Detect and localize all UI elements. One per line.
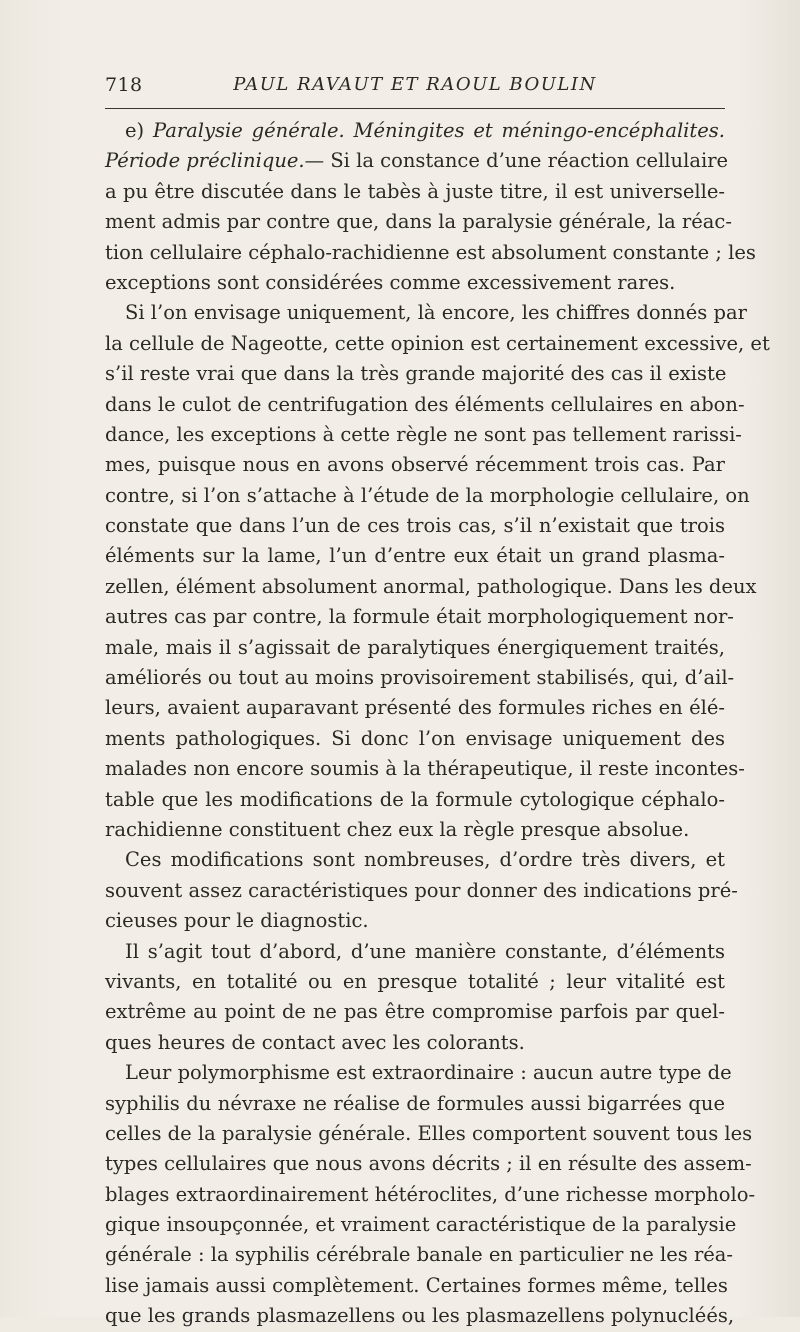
- text-line: que les grands plasmazellens ou les plasmazellens polynucléés,: [105, 1304, 735, 1328]
- text-line: la cellule de Nageotte, cette opinion est certainement excessive, et: [105, 331, 770, 355]
- text-line: contre, si l’on s’attache à l’étude de la morphologie cellulaire, on: [105, 483, 750, 507]
- text-line: ment admis par contre que, dans la paralysie générale, la réac-: [105, 210, 732, 234]
- page-number: 718: [105, 74, 143, 96]
- section-subtitle-line: [105, 146, 729, 176]
- text-line: améliorés ou tout au moins provisoirement stabilisés, qui, d’ail-: [105, 666, 735, 690]
- text-line: extrême au point de ne pas être compromise parfois par quel-: [105, 1000, 725, 1024]
- text-line: éléments sur la lame, l’un d’entre eux était un grand plasma-: [105, 544, 725, 568]
- section-label: e): [125, 119, 145, 142]
- text-line: celles de la paralysie générale. Elles comportent souvent tous les: [105, 1121, 753, 1145]
- text-line: constate que dans l’un de ces trois cas, s’il n’existait que trois: [105, 514, 725, 538]
- text-line: a pu être discutée dans le tabès à juste titre, il est universelle-: [105, 179, 725, 203]
- text-line: générale : la syphilis cérébrale banale en particulier ne les réa-: [105, 1243, 734, 1267]
- text-line: syphilis du névraxe ne réalise de formules aussi bigarrées que: [105, 1091, 725, 1115]
- text-line: malades non encore soumis à la thérapeutique, il reste incontes-: [105, 757, 745, 781]
- text-line: dans le culot de centrifugation des éléments cellulaires en abon-: [105, 392, 745, 416]
- text-line: Si la constance d’une réaction cellulaire: [330, 149, 729, 173]
- text-line: Leur polymorphisme est extraordinaire : aucun autre type de: [125, 1061, 732, 1085]
- text-line: exceptions sont considérées comme excessivement rares.: [105, 270, 676, 294]
- section-heading-line: [105, 116, 725, 146]
- text-line: ques heures de contact avec les colorants.: [105, 1030, 525, 1054]
- text-line: tion cellulaire céphalo-rachidienne est absolument constante ; les: [105, 240, 756, 264]
- body-text: [105, 116, 770, 1332]
- text-line: lise jamais aussi complètement. Certaines formes même, telles: [105, 1273, 728, 1297]
- text-line: dance, les exceptions à cette règle ne sont pas tellement rarissi-: [105, 422, 742, 446]
- text-line: types cellulaires que nous avons décrits ; il en résulte des assem-: [105, 1152, 752, 1176]
- text-line: male, mais il s’agissait de paralytiques énergiquement traités,: [105, 635, 725, 659]
- page-header: [105, 74, 725, 102]
- text-line: autres cas par contre, la formule était morphologiquement nor-: [105, 605, 734, 629]
- text-line: blages extraordinairement hétéroclites, d’une richesse morpholo-: [105, 1182, 756, 1206]
- text-line: Ces modifications sont nombreuses, d’ordre très divers, et: [125, 848, 725, 872]
- text-line: gique insoupçonnée, et vraiment caractéristique de la paralysie: [105, 1213, 737, 1237]
- text-line: Si l’on envisage uniquement, là encore, les chiffres donnés par: [125, 301, 747, 325]
- section-dash: —: [304, 149, 325, 173]
- text-line: mes, puisque nous en avons observé récemment trois cas. Par: [105, 453, 725, 477]
- text-line: s’il reste vrai que dans la très grande majorité des cas il existe: [105, 362, 727, 386]
- text-line: rachidienne constituent chez eux la règle presque absolue.: [105, 817, 690, 841]
- section-subtitle: Période préclinique.: [105, 149, 305, 173]
- section-title: Paralysie générale. Méningites et méningo-encéphalites.: [152, 119, 725, 142]
- text-line: leurs, avaient auparavant présenté des formules riches en élé-: [105, 696, 725, 720]
- text-line: cieuses pour le diagnostic.: [105, 909, 369, 933]
- text-line: souvent assez caractéristiques pour donner des indications pré-: [105, 878, 738, 902]
- text-line: vivants, en totalité ou en presque totalité ; leur vitalité est: [105, 969, 725, 993]
- text-line: zellen, élément absolument anormal, pathologique. Dans les deux: [105, 574, 757, 598]
- header-rule: [105, 108, 725, 109]
- text-line: table que les modifications de la formule cytologique céphalo-: [105, 787, 725, 811]
- running-title: PAUL RAVAUT ET RAOUL BOULIN: [233, 74, 597, 95]
- text-line: ments pathologiques. Si donc l’on envisage uniquement des: [105, 726, 725, 750]
- text-line: Il s’agit tout d’abord, d’une manière constante, d’éléments: [125, 939, 725, 963]
